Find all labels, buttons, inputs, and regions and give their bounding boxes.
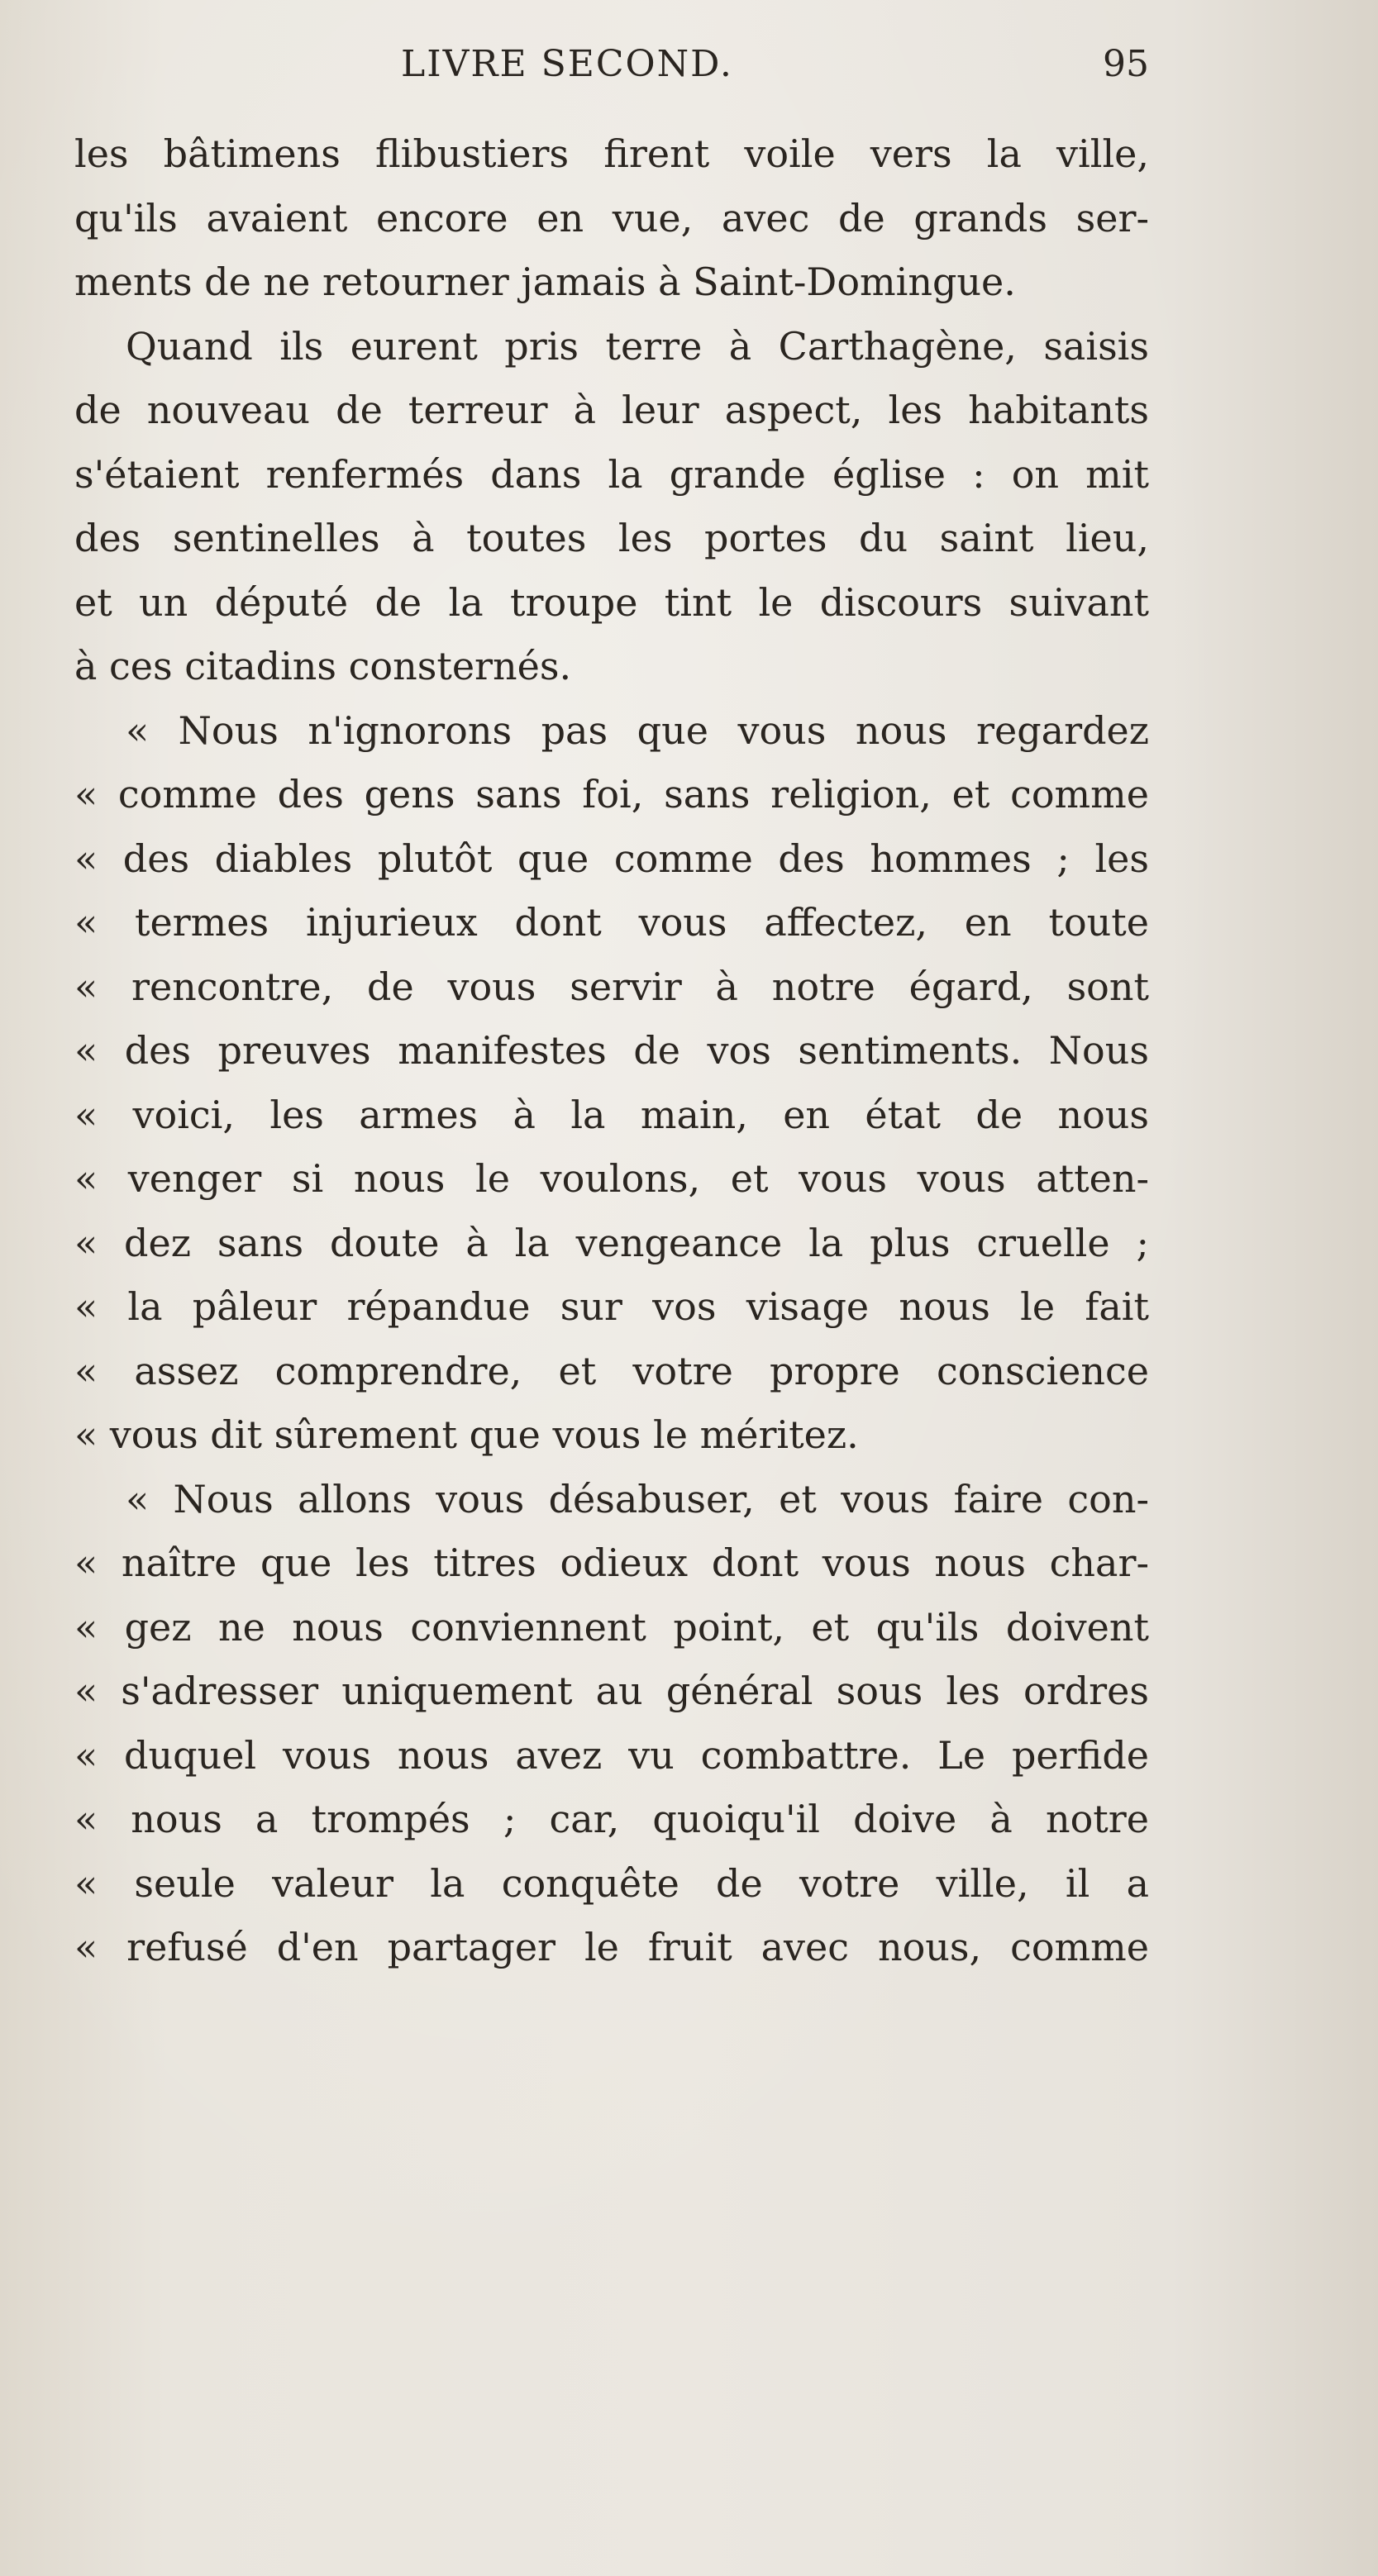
text-line: « naître que les titres odieux dont vous nous char- xyxy=(74,1540,1149,1585)
text-line: les bâtimens flibustiers firent voile vers la ville, xyxy=(74,131,1149,176)
paragraph-first-line: « Nous n'ignorons pas que vous nous regardez xyxy=(126,707,1149,753)
text-line: « gez ne nous conviennent point, et qu'ils doivent xyxy=(74,1604,1149,1650)
text-line: « venger si nous le voulons, et vous vous atten- xyxy=(74,1156,1149,1201)
text-line: et un député de la troupe tint le discours suivant xyxy=(74,579,1149,625)
text-line: ments de ne retourner jamais à Saint-Domingue. xyxy=(74,260,1016,304)
page-number: 95 xyxy=(1103,43,1149,85)
text-line: « voici, les armes à la main, en état de nous xyxy=(74,1092,1149,1137)
text-line: « rencontre, de vous servir à notre égard, sont xyxy=(74,964,1149,1009)
text-line: « la pâleur répandue sur vos visage nous le fait xyxy=(74,1284,1149,1329)
text-line: « des diables plutôt que comme des hommes ; les xyxy=(74,836,1149,881)
page-header xyxy=(74,43,1149,93)
paragraph-first-line: « Nous allons vous désabuser, et vous faire con- xyxy=(126,1476,1149,1521)
text-line: « nous a trompés ; car, quoiqu'il doive à notre xyxy=(74,1797,1149,1841)
text-line: qu'ils avaient encore en vue, avec de grands ser- xyxy=(74,195,1149,240)
running-title: LIVRE SECOND. xyxy=(401,43,733,85)
text-line: « termes injurieux dont vous affectez, en toute xyxy=(74,900,1149,945)
text-line: « s'adresser uniquement au général sous les ordres xyxy=(74,1669,1149,1713)
text-line: des sentinelles à toutes les portes du saint lieu, xyxy=(74,516,1149,560)
text-line: « assez comprendre, et votre propre conscience xyxy=(74,1348,1149,1393)
body-text xyxy=(74,122,1149,1980)
text-line: « des preuves manifestes de vos sentiments. Nous xyxy=(74,1028,1149,1073)
text-line: s'étaient renfermés dans la grande église : on mit xyxy=(74,451,1149,497)
text-line: « duquel vous nous avez vu combattre. Le perfide xyxy=(74,1732,1149,1778)
text-line: « comme des gens sans foi, sans religion, et comme xyxy=(74,772,1149,817)
text-line: « seule valeur la conquête de votre ville, il a xyxy=(74,1860,1149,1906)
text-line: à ces citadins consternés. xyxy=(74,644,572,688)
text-line: « vous dit sûrement que vous le méritez. xyxy=(74,1412,859,1457)
text-line: de nouveau de terreur à leur aspect, les habitants xyxy=(74,388,1149,432)
text-line: « refusé d'en partager le fruit avec nous, comme xyxy=(74,1925,1149,1969)
paragraph-first-line: Quand ils eurent pris terre à Carthagène, saisis xyxy=(126,323,1149,369)
text-line: « dez sans doute à la vengeance la plus cruelle ; xyxy=(74,1220,1149,1265)
